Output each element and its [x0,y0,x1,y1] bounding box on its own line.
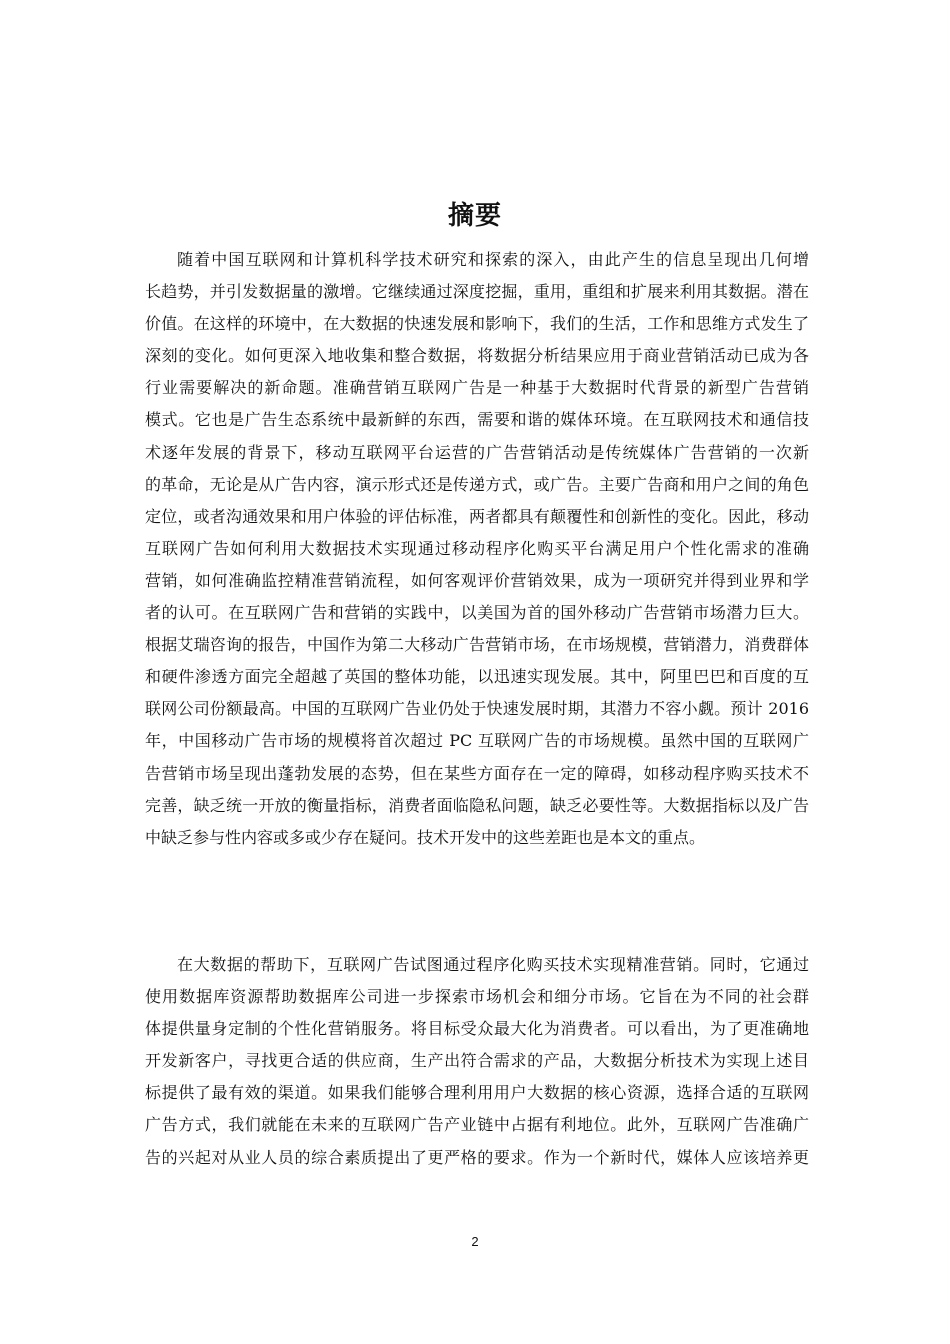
paragraph-line: 完善，缺乏统一开放的衡量指标，消费者面临隐私问题，缺乏必要性等。大数据指标以及广告 [145,795,809,815]
paragraph-line: 长趋势，并引发数据量的激增。它继续通过深度挖掘，重用，重组和扩展来利用其数据。潜在 [145,282,809,302]
page-number: 2 [471,1234,479,1249]
paragraph-line: 深刻的变化。如何更深入地收集和整合数据，将数据分析结果应用于商业营销活动已成为各 [145,346,809,366]
paragraph-line: 告的兴起对从业人员的综合素质提出了更严格的要求。作为一个新时代，媒体人应该培养更 [145,1147,809,1167]
paragraph-line: 互联网广告如何利用大数据技术实现通过移动程序化购买平台满足用户个性化需求的准确 [145,538,809,558]
paragraph-line: 广告方式，我们就能在未来的互联网广告产业链中占据有利地位。此外，互联网广告准确广 [145,1115,809,1135]
paragraph-line: 随着中国互联网和计算机科学技术研究和探索的深入，由此产生的信息呈现出几何增 [177,250,809,269]
paragraph-line: 者的认可。在互联网广告和营销的实践中，以美国为首的国外移动广告营销市场潜力巨大。 [145,603,809,623]
paragraph-line: 联网公司份额最高。中国的互联网广告业仍处于快速发展时期，其潜力不容小觑。预计 2016 [145,699,809,719]
paragraph-line: 和硬件渗透方面完全超越了英国的整体功能，以迅速实现发展。其中，阿里巴巴和百度的互 [145,667,809,687]
paragraph-line: 开发新客户，寻找更合适的供应商，生产出符合需求的产品，大数据分析技术为实现上述目 [145,1051,809,1071]
paragraph-line: 术逐年发展的背景下，移动互联网平台运营的广告营销活动是传统媒体广告营销的一次新 [145,442,809,462]
paragraph-2 [145,949,809,1174]
paragraph-line: 营销，如何准确监控精准营销流程，如何客观评价营销效果，成为一项研究并得到业界和学 [145,570,809,590]
paragraph-line: 价值。在这样的环境中，在大数据的快速发展和影响下，我们的生活，工作和思维方式发生了 [145,314,809,334]
paragraph-line: 标提供了最有效的渠道。如果我们能够合理利用用户大数据的核心资源，选择合适的互联网 [145,1083,809,1103]
paragraph-line: 中缺乏参与性内容或多或少存在疑问。技术开发中的这些差距也是本文的重点。 [145,827,706,847]
paragraph-line: 行业需要解决的新命题。准确营销互联网广告是一种基于大数据时代背景的新型广告营销 [145,378,809,398]
paragraph-line: 告营销市场呈现出蓬勃发展的态势，但在某些方面存在一定的障碍，如移动程序购买技术不 [145,763,809,783]
page-title: 摘要 [447,201,502,231]
paragraph-line: 定位，或者沟通效果和用户体验的评估标准，两者都具有颠覆性和创新性的变化。因此，移动 [145,506,809,526]
paragraph-line: 根据艾瑞咨询的报告，中国作为第二大移动广告营销市场，在市场规模，营销潜力，消费群体 [145,635,809,655]
paragraph-line: 模式。它也是广告生态系统中最新鲜的东西，需要和谐的媒体环境。在互联网技术和通信技 [145,410,809,430]
paragraph-line: 体提供量身定制的个性化营销服务。将目标受众最大化为消费者。可以看出，为了更准确地 [145,1019,809,1039]
paragraph-line: 的革命，无论是从广告内容，演示形式还是传递方式，或广告。主要广告商和用户之间的角色 [145,474,809,494]
paragraph-line: 在大数据的帮助下，互联网广告试图通过程序化购买技术实现精准营销。同时，它通过 [177,955,809,974]
paragraph-1 [145,244,809,854]
paragraph-line: 使用数据库资源帮助数据库公司进一步探索市场机会和细分市场。它旨在为不同的社会群 [145,987,809,1007]
paragraph-line: 年，中国移动广告市场的规模将首次超过 PC 互联网广告的市场规模。虽然中国的互联网广 [145,731,809,751]
